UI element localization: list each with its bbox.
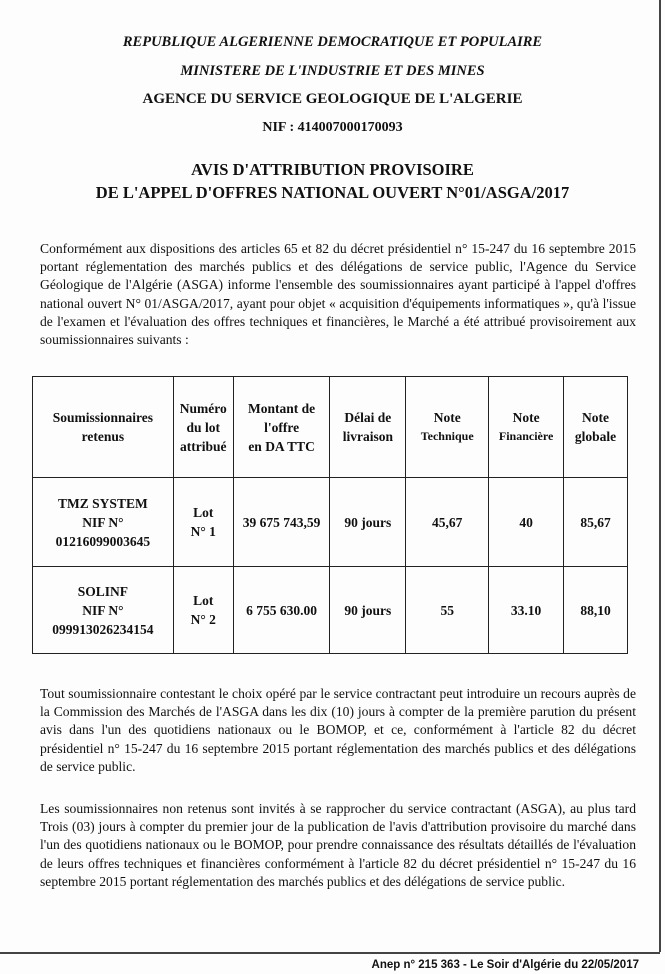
scan-edge-bottom xyxy=(0,952,660,954)
bidder-cell: SOLINF NIF N° 099913026234154 xyxy=(33,567,174,654)
header-technical: Note Technique xyxy=(406,377,489,478)
notice-title-line2: DE L'APPEL D'OFFRES NATIONAL OUVERT N°01/ASGA/2017 xyxy=(95,183,570,202)
invitation-paragraph: Les soumissionnaires non retenus sont invités à se rapprocher du service contractant (ASGA), au plus tard Trois (03) jours à compter du premier jour de la publication de l'avis d'attribution provisoire du marché dans l'un des quotidiens nationaux ou le BOMOP, pour prendre connaissance des résultats détaillés de l'évaluation de leurs offres techniques et financières conformément à l'article 82 du décret présidentiel n° 15-247 du 16 septembre 2015 portant réglementation des marchés publics et des délégations de service public. xyxy=(40,801,636,889)
header-nif: NIF : 414007000170093 xyxy=(262,120,403,135)
header-financial: Note Financière xyxy=(489,377,564,478)
table-header-row xyxy=(33,377,628,478)
notice-title-line1: AVIS D'ATTRIBUTION PROVISOIRE xyxy=(191,160,474,179)
header-agency: AGENCE DU SERVICE GEOLOGIQUE DE L'ALGERIE xyxy=(142,91,523,107)
amount-cell: 39 675 743,59 xyxy=(233,478,330,567)
header-lot: Numéro du lot attribué xyxy=(173,377,233,478)
technical-score-cell: 45,67 xyxy=(406,478,489,567)
header-bidders: Soumissionnaires retenus xyxy=(33,377,174,478)
award-table xyxy=(32,376,628,654)
header-ministry: MINISTERE DE L'INDUSTRIE ET DES MINES xyxy=(180,63,485,79)
delay-cell: 90 jours xyxy=(330,478,406,567)
technical-score-cell: 55 xyxy=(406,567,489,654)
publication-source: Anep n° 215 363 - Le Soir d'Algérie du 22/05/2017 xyxy=(371,959,639,971)
intro-paragraph: Conformément aux dispositions des articles 65 et 82 du décret présidentiel n° 15-247 du 16 septembre 2015 portant réglementation des marchés publics et des délégations de service public, l'Agence du Service Géologique de l'Algérie (ASGA) informe l'ensemble des soumissionnaires ayant participé à l'appel d'offres national ouvert N° 01/ASGA/2017, ayant pour objet « acquisition d'équipements informatiques », qu'à l'issue de l'examen et l'évaluation des offres techniques et financières, le Marché a été attribué provisoirement aux soumissionnaires suivants : xyxy=(40,241,636,348)
delay-cell: 90 jours xyxy=(330,567,406,654)
header-delay: Délai de livraison xyxy=(330,377,406,478)
lot-cell: Lot N° 2 xyxy=(173,567,233,654)
scan-edge-right xyxy=(659,0,661,952)
financial-score-cell: 33.10 xyxy=(489,567,564,654)
recourse-paragraph: Tout soumissionnaire contestant le choix opéré par le service contractant peut introduire un recours auprès de la Commission des Marchés de l'ASGA dans les dix (10) jours à compter de la première parution du présent avis dans l'un des quotidiens nationaux ou le BOMOP, et ce, conformément à l'article 82 du décret présidentiel n° 15-247 du 16 septembre 2015 portant réglementation des marchés publics et des délégations de service public. xyxy=(40,686,636,774)
lot-cell: Lot N° 1 xyxy=(173,478,233,567)
header-global: Note globale xyxy=(564,377,628,478)
header-republic: REPUBLIQUE ALGERIENNE DEMOCRATIQUE ET POPULAIRE xyxy=(122,34,543,50)
global-score-cell: 88,10 xyxy=(564,567,628,654)
financial-score-cell: 40 xyxy=(489,478,564,567)
table-row xyxy=(33,478,628,567)
global-score-cell: 85,67 xyxy=(564,478,628,567)
bidder-cell: TMZ SYSTEM NIF N° 01216099003645 xyxy=(33,478,174,567)
amount-cell: 6 755 630.00 xyxy=(233,567,330,654)
header-amount: Montant de l'offre en DA TTC xyxy=(233,377,330,478)
table-row xyxy=(33,567,628,654)
